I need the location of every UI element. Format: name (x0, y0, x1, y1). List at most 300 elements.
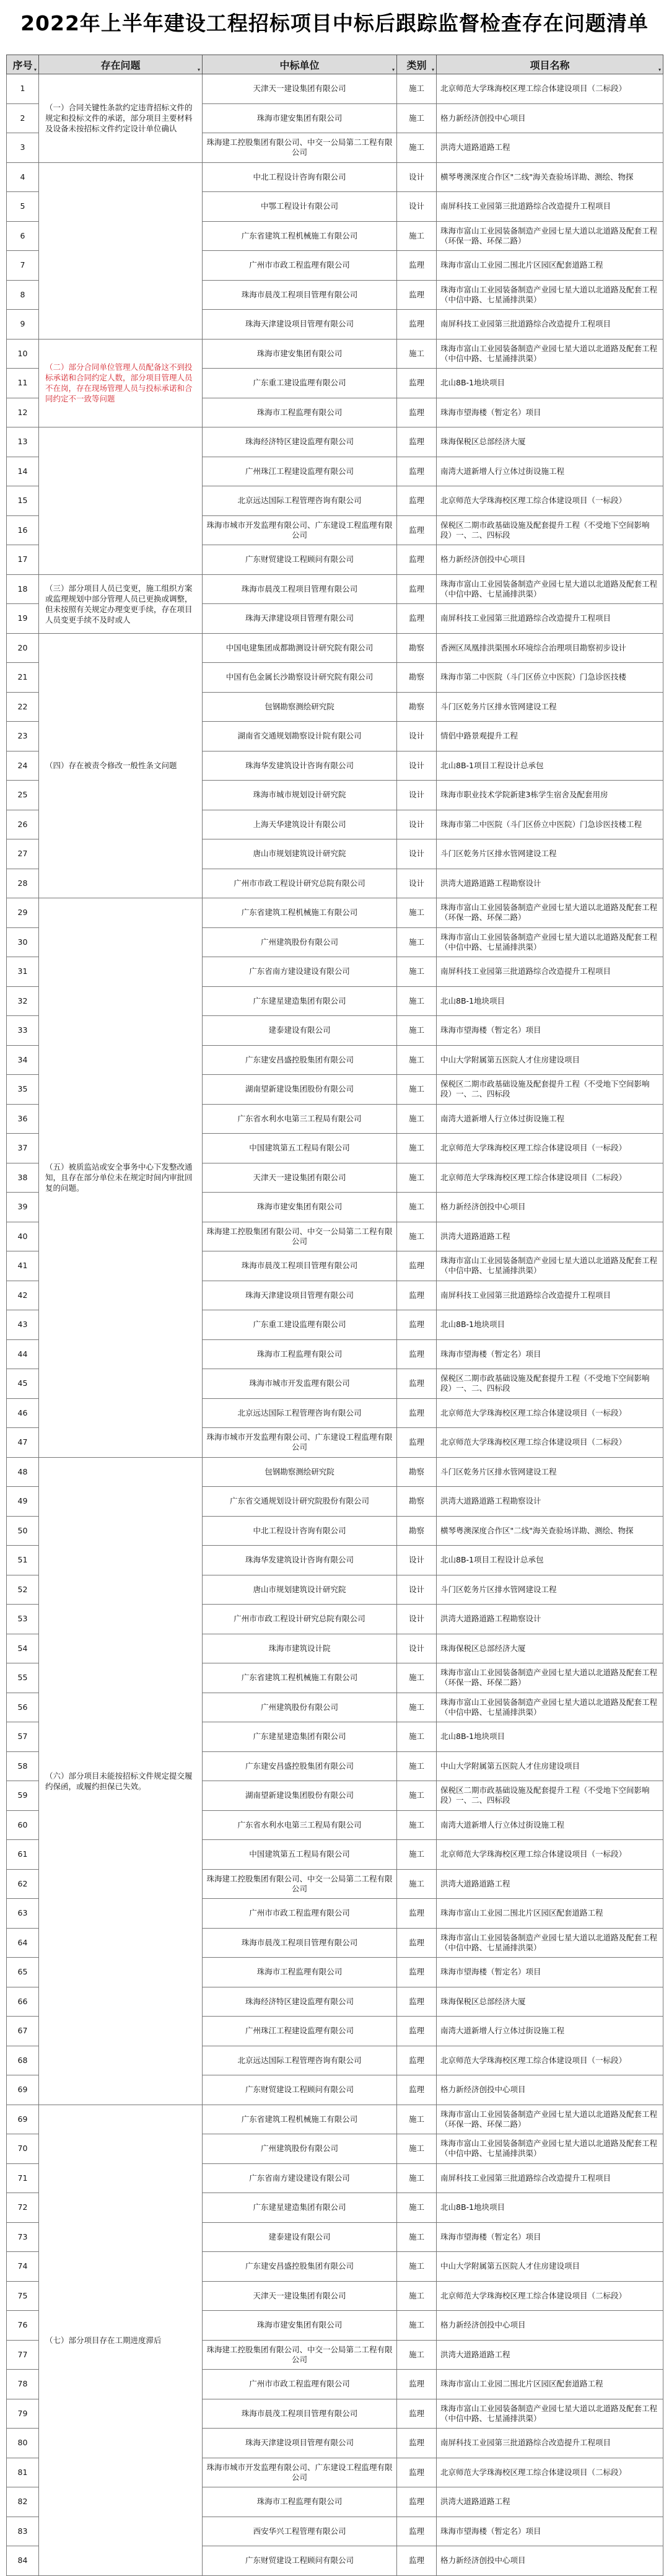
row-number-cell: 28 (7, 869, 39, 898)
winning-unit-cell: 天津天一建设集团有限公司 (203, 1163, 397, 1193)
row-number-cell: 65 (7, 1958, 39, 1987)
row-number-cell: 71 (7, 2163, 39, 2193)
category-cell: 施工 (397, 1134, 437, 1163)
table-row (7, 339, 663, 369)
project-name-cell: 珠海市望海楼（暂定名）项目 (437, 398, 663, 427)
project-name-cell: 南屏科技工业园第三批道路综合改造提升工程项目 (437, 604, 663, 634)
row-number-cell: 14 (7, 457, 39, 486)
project-name-cell: 北山8B-1项目工程设计总承包 (437, 1546, 663, 1575)
row-number-cell: 25 (7, 781, 39, 810)
winning-unit-cell: 珠海天津建设项目管理有限公司 (203, 310, 397, 340)
project-name-cell: 珠海市富山工业园装备制造产业园七星大道以北道路及配套工程（中信中路、七星涌排洪渠） (437, 927, 663, 957)
category-cell: 监理 (397, 1310, 437, 1340)
row-number-cell: 42 (7, 1281, 39, 1310)
category-cell: 设计 (397, 1634, 437, 1663)
project-name-cell: 南湾大道新增人行立体过街设施工程 (437, 1104, 663, 1134)
category-cell: 监理 (397, 1958, 437, 1987)
project-name-cell: 情侣中路景观提升工程 (437, 722, 663, 751)
project-name-cell: 珠海市富山工业园装备制造产业园七星大道以北道路及配套工程（中信中路、七星涌排洪渠） (437, 280, 663, 310)
project-name-cell: 格力新经济创投中心项目 (437, 2546, 663, 2576)
winning-unit-cell: 广东省交通规划设计研究院股份有限公司 (203, 1487, 397, 1517)
category-cell: 施工 (397, 1663, 437, 1693)
category-cell: 设计 (397, 192, 437, 222)
winning-unit-cell: 广东重工建设监理有限公司 (203, 1310, 397, 1340)
category-cell: 施工 (397, 2105, 437, 2134)
category-cell: 监理 (397, 398, 437, 427)
project-name-cell: 珠海市富山工业园装备制造产业园七星大道以北道路及配套工程（中信中路、七星涌排洪渠） (437, 2399, 663, 2429)
winning-unit-cell: 上海天华建筑设计有限公司 (203, 810, 397, 839)
row-number-cell: 68 (7, 2046, 39, 2075)
winning-unit-cell: 广东建安昌盛控股集团有限公司 (203, 1751, 397, 1781)
category-cell: 设计 (397, 839, 437, 869)
row-number-cell: 43 (7, 1310, 39, 1340)
winning-unit-cell: 广东建安昌盛控股集团有限公司 (203, 1045, 397, 1075)
category-cell: 施工 (397, 1075, 437, 1105)
row-number-cell: 3 (7, 133, 39, 163)
category-cell: 监理 (397, 2017, 437, 2046)
winning-unit-cell: 广州市市政工程监理有限公司 (203, 251, 397, 281)
project-name-cell: 北山8B-1地块项目 (437, 1722, 663, 1752)
category-cell: 设计 (397, 751, 437, 781)
project-name-cell: 横琴粤澳深度合作区"二线"海关查验场详勘、测绘、物探 (437, 1516, 663, 1546)
winning-unit-cell: 珠海市工程监理有限公司 (203, 1339, 397, 1369)
category-cell: 监理 (397, 280, 437, 310)
row-number-cell: 55 (7, 1663, 39, 1693)
project-name-cell: 珠海市富山工业园装备制造产业园七星大道以北道路及配套工程（中信中路、七星涌排洪渠） (437, 1928, 663, 1958)
winning-unit-cell: 珠海经济特区建设监理有限公司 (203, 427, 397, 457)
row-number-cell: 11 (7, 369, 39, 398)
project-name-cell: 保税区二期市政基础设施及配套提升工程（不受地下空间影响段）一、二、四标段 (437, 515, 663, 545)
table-row (7, 1457, 663, 1487)
row-number-cell: 16 (7, 515, 39, 545)
winning-unit-cell: 珠海市建安集团有限公司 (203, 2311, 397, 2341)
category-cell: 施工 (397, 2134, 437, 2164)
project-name-cell: 中山大学附属第五医院人才住房建设项目 (437, 2252, 663, 2282)
winning-unit-cell: 广东重工建设监理有限公司 (203, 369, 397, 398)
winning-unit-cell: 中国建筑第五工程局有限公司 (203, 1840, 397, 1870)
winning-unit-cell: 珠海建工控股集团有限公司、中交一公局第二工程有限公司 (203, 1222, 397, 1251)
winning-unit-cell: 北京远达国际工程管理咨询有限公司 (203, 486, 397, 516)
category-cell: 设计 (397, 1575, 437, 1605)
category-cell: 施工 (397, 1016, 437, 1046)
winning-unit-cell: 广东省南方建设建设有限公司 (203, 2163, 397, 2193)
category-cell: 设计 (397, 781, 437, 810)
header-project[interactable]: 项目名称 ▾ (437, 55, 663, 74)
category-cell: 施工 (397, 898, 437, 928)
category-cell: 施工 (397, 1045, 437, 1075)
table-row (7, 162, 663, 192)
filter-dropdown-icon[interactable]: ▾ (391, 67, 395, 72)
category-cell: 设计 (397, 810, 437, 839)
category-cell: 施工 (397, 2222, 437, 2252)
row-number-cell: 76 (7, 2311, 39, 2341)
project-name-cell: 斗门区乾务片区排水管网建设工程 (437, 839, 663, 869)
category-cell: 施工 (397, 339, 437, 369)
category-cell: 监理 (397, 2487, 437, 2517)
winning-unit-cell: 中国有色金属长沙勘察设计研究院有限公司 (203, 663, 397, 693)
row-number-cell: 80 (7, 2429, 39, 2458)
row-number-cell: 56 (7, 1693, 39, 1722)
category-cell: 监理 (397, 2046, 437, 2075)
row-number-cell: 64 (7, 1928, 39, 1958)
category-cell: 勘察 (397, 1516, 437, 1546)
row-number-cell: 47 (7, 1428, 39, 1458)
winning-unit-cell: 天津天一建设集团有限公司 (203, 74, 397, 104)
project-name-cell: 横琴粤澳深度合作区"二线"海关查验场详勘、测绘、物探 (437, 162, 663, 192)
row-number-cell: 59 (7, 1781, 39, 1811)
row-number-cell: 62 (7, 1869, 39, 1899)
project-name-cell: 保税区二期市政基础设施及配套提升工程（不受地下空间影响段）一、二、四标段 (437, 1369, 663, 1399)
row-number-cell: 73 (7, 2222, 39, 2252)
project-name-cell: 中山大学附属第五医院人才住房建设项目 (437, 1751, 663, 1781)
winning-unit-cell: 北京远达国际工程管理咨询有限公司 (203, 1398, 397, 1428)
table-row (7, 898, 663, 928)
winning-unit-cell: 广东省建筑工程机械施工有限公司 (203, 1663, 397, 1693)
project-name-cell: 香洲区凤凰排洪渠围水环境综合治理项目勘察初步设计 (437, 633, 663, 663)
project-name-cell: 北京师范大学珠海校区理工综合体建设项目（二标段） (437, 1428, 663, 1458)
category-cell: 施工 (397, 1222, 437, 1251)
winning-unit-cell: 湖南望新建设集团股份有限公司 (203, 1075, 397, 1105)
project-name-cell: 北京师范大学珠海校区理工综合体建设项目（二标段） (437, 2458, 663, 2487)
category-cell: 监理 (397, 1928, 437, 1958)
category-cell: 施工 (397, 927, 437, 957)
winning-unit-cell: 广东财贸建设工程顾问有限公司 (203, 545, 397, 575)
project-name-cell: 珠海保税区总部经济大厦 (437, 1634, 663, 1663)
category-cell: 施工 (397, 1722, 437, 1752)
winning-unit-cell: 包钢勘察测绘研究院 (203, 692, 397, 722)
project-name-cell: 珠海保税区总部经济大厦 (437, 427, 663, 457)
category-cell: 施工 (397, 957, 437, 987)
row-number-cell: 1 (7, 74, 39, 104)
project-name-cell: 珠海市望海楼（暂定名）项目 (437, 2222, 663, 2252)
row-number-cell: 33 (7, 1016, 39, 1046)
row-number-cell: 45 (7, 1369, 39, 1399)
project-name-cell: 北山8B-1地块项目 (437, 369, 663, 398)
winning-unit-cell: 广东建安昌盛控股集团有限公司 (203, 2252, 397, 2282)
header-issue[interactable]: 存在问题 ▾ (39, 55, 203, 74)
project-name-cell: 洪湾大道路道路工程勘察设计 (437, 869, 663, 898)
category-cell: 监理 (397, 1987, 437, 2017)
row-number-cell: 66 (7, 1987, 39, 2017)
row-number-cell: 74 (7, 2252, 39, 2282)
project-name-cell: 南湾大道新增人行立体过街设施工程 (437, 1810, 663, 1840)
row-number-cell: 34 (7, 1045, 39, 1075)
category-cell: 施工 (397, 1751, 437, 1781)
row-number-cell: 18 (7, 574, 39, 604)
filter-dropdown-icon[interactable]: ▾ (33, 67, 37, 72)
category-cell: 施工 (397, 986, 437, 1016)
winning-unit-cell: 珠海市晨茂工程项目管理有限公司 (203, 2399, 397, 2429)
category-cell: 施工 (397, 1869, 437, 1899)
winning-unit-cell: 广州市市政工程设计研究总院有限公司 (203, 869, 397, 898)
project-name-cell: 北山8B-1地块项目 (437, 986, 663, 1016)
header-category[interactable]: 类别 ▾ (397, 55, 437, 74)
category-cell: 施工 (397, 221, 437, 251)
winning-unit-cell: 珠海市城市开发监理有限公司 (203, 1369, 397, 1399)
row-number-cell: 2 (7, 103, 39, 133)
winning-unit-cell: 广东省水利水电第三工程局有限公司 (203, 1810, 397, 1840)
row-number-cell: 61 (7, 1840, 39, 1870)
winning-unit-cell: 广州建筑股份有限公司 (203, 927, 397, 957)
winning-unit-cell: 广州珠江工程建设监理有限公司 (203, 2017, 397, 2046)
row-number-cell: 70 (7, 2134, 39, 2164)
winning-unit-cell: 中鄂工程设计有限公司 (203, 192, 397, 222)
row-number-cell: 40 (7, 1222, 39, 1251)
category-cell: 监理 (397, 604, 437, 634)
project-name-cell: 洪湾大道路道路工程 (437, 1222, 663, 1251)
winning-unit-cell: 珠海市工程监理有限公司 (203, 1958, 397, 1987)
winning-unit-cell: 珠海建工控股集团有限公司、中交一公局第二工程有限公司 (203, 133, 397, 163)
winning-unit-cell: 广东建星建造集团有限公司 (203, 986, 397, 1016)
row-number-cell: 67 (7, 2017, 39, 2046)
row-number-cell: 5 (7, 192, 39, 222)
winning-unit-cell: 珠海市晨茂工程项目管理有限公司 (203, 574, 397, 604)
project-name-cell: 南屏科技工业园第三批道路综合改造提升工程项目 (437, 1281, 663, 1310)
project-name-cell: 南屏科技工业园第三批道路综合改造提升工程项目 (437, 2429, 663, 2458)
winning-unit-cell: 广州市市政工程监理有限公司 (203, 2370, 397, 2399)
issues-table (6, 55, 663, 2576)
row-number-cell: 78 (7, 2370, 39, 2399)
row-number-cell: 69 (7, 2075, 39, 2105)
category-cell: 施工 (397, 74, 437, 104)
winning-unit-cell: 唐山市规划建筑设计研究院 (203, 839, 397, 869)
row-number-cell: 48 (7, 1457, 39, 1487)
project-name-cell: 珠海市第二中医院（斗门区侨立中医院）门急诊医技楼工程 (437, 810, 663, 839)
project-name-cell: 珠海市富山工业园装备制造产业园七星大道以北道路及配套工程（中信中路、七星涌排洪渠） (437, 2134, 663, 2164)
category-cell: 施工 (397, 103, 437, 133)
row-number-cell: 23 (7, 722, 39, 751)
project-name-cell: 珠海保税区总部经济大厦 (437, 1987, 663, 2017)
winning-unit-cell: 中国电建集团成都勘测设计研究院有限公司 (203, 633, 397, 663)
category-cell: 施工 (397, 2311, 437, 2341)
project-name-cell: 北京师范大学珠海校区理工综合体建设项目（一标段） (437, 486, 663, 516)
winning-unit-cell: 珠海市建安集团有限公司 (203, 339, 397, 369)
project-name-cell: 珠海市望海楼（暂定名）项目 (437, 1339, 663, 1369)
issue-description-cell (39, 162, 203, 339)
project-name-cell: 珠海市富山工业园二围北片区园区配套道路工程 (437, 2370, 663, 2399)
table-row (7, 633, 663, 663)
issue-description-cell: （五）被质监站或安全事务中心下发整改通知，且存在部分单位未在规定时间内审批回复的问题。 (39, 898, 203, 1458)
project-name-cell: 保税区二期市政基础设施及配套提升工程（不受地下空间影响段）一、二、四标段 (437, 1781, 663, 1811)
row-number-cell: 9 (7, 310, 39, 340)
project-name-cell: 珠海市富山工业园装备制造产业园七星大道以北道路及配套工程（中信中路、七星涌排洪渠） (437, 339, 663, 369)
filter-dropdown-icon[interactable]: ▾ (197, 67, 200, 72)
winning-unit-cell: 湖南省交通规划勘察设计院有限公司 (203, 722, 397, 751)
winning-unit-cell: 珠海市城市开发监理有限公司、广东建设工程监理有限公司 (203, 1428, 397, 1458)
project-name-cell: 珠海市富山工业园装备制造产业园七星大道以北道路及配套工程（环保一路、环保二路） (437, 221, 663, 251)
project-name-cell: 洪湾大道路道路工程 (437, 2340, 663, 2370)
header-unit[interactable]: 中标单位 ▾ (203, 55, 397, 74)
winning-unit-cell: 珠海市工程监理有限公司 (203, 398, 397, 427)
winning-unit-cell: 珠海市晨茂工程项目管理有限公司 (203, 1928, 397, 1958)
project-name-cell: 珠海市富山工业园二围北片区园区配套道路工程 (437, 1899, 663, 1929)
row-number-cell: 82 (7, 2487, 39, 2517)
row-number-cell: 83 (7, 2517, 39, 2546)
project-name-cell: 北京师范大学珠海校区理工综合体建设项目（一标段） (437, 1398, 663, 1428)
project-name-cell: 斗门区乾务片区排水管网建设工程 (437, 692, 663, 722)
project-name-cell: 珠海市第二中医院（斗门区侨立中医院）门急诊医技楼 (437, 663, 663, 693)
category-cell: 施工 (397, 2193, 437, 2223)
winning-unit-cell: 广东财贸建设工程顾问有限公司 (203, 2546, 397, 2576)
category-cell: 设计 (397, 869, 437, 898)
category-cell: 施工 (397, 2163, 437, 2193)
row-number-cell: 13 (7, 427, 39, 457)
project-name-cell: 北京师范大学珠海校区理工综合体建设项目（一标段） (437, 2046, 663, 2075)
project-name-cell: 珠海市富山工业园装备制造产业园七星大道以北道路及配套工程（中信中路、七星涌排洪渠） (437, 574, 663, 604)
project-name-cell: 格力新经济创投中心项目 (437, 1193, 663, 1222)
category-cell: 监理 (397, 2458, 437, 2487)
issue-description-cell: （一）合同关键性条款约定违背招标文件的规定和投标文件的承诺，部分项目主要材料及设备未按招标文件约定设计单位确认 (39, 74, 203, 163)
winning-unit-cell: 珠海建工控股集团有限公司、中交一公局第二工程有限公司 (203, 1869, 397, 1899)
row-number-cell: 38 (7, 1163, 39, 1193)
category-cell: 监理 (397, 2399, 437, 2429)
category-cell: 监理 (397, 1899, 437, 1929)
row-number-cell: 41 (7, 1251, 39, 1281)
project-name-cell: 珠海市富山工业园装备制造产业园七星大道以北道路及配套工程（环保一路、环保二路） (437, 1663, 663, 1693)
project-name-cell: 洪湾大道路道路工程 (437, 2487, 663, 2517)
project-name-cell: 格力新经济创投中心项目 (437, 2075, 663, 2105)
winning-unit-cell: 中国建筑第五工程局有限公司 (203, 1134, 397, 1163)
winning-unit-cell: 广东省南方建设建设有限公司 (203, 957, 397, 987)
winning-unit-cell: 广州建筑股份有限公司 (203, 1693, 397, 1722)
project-name-cell: 珠海市望海楼（暂定名）项目 (437, 2517, 663, 2546)
winning-unit-cell: 包钢勘察测绘研究院 (203, 1457, 397, 1487)
winning-unit-cell: 珠海市建安集团有限公司 (203, 1193, 397, 1222)
row-number-cell: 52 (7, 1575, 39, 1605)
winning-unit-cell: 广东省水利水电第三工程局有限公司 (203, 1104, 397, 1134)
winning-unit-cell: 唐山市规划建筑设计研究院 (203, 1575, 397, 1605)
project-name-cell: 珠海市职业技术学院新建3栋学生宿舍及配套用房 (437, 781, 663, 810)
winning-unit-cell: 中北工程设计咨询有限公司 (203, 1516, 397, 1546)
row-number-cell: 60 (7, 1810, 39, 1840)
winning-unit-cell: 珠海市晨茂工程项目管理有限公司 (203, 280, 397, 310)
header-no[interactable]: 序号 ▾ (7, 55, 39, 74)
winning-unit-cell: 珠海华发建筑设计咨询有限公司 (203, 1546, 397, 1575)
winning-unit-cell: 珠海华发建筑设计咨询有限公司 (203, 751, 397, 781)
category-cell: 监理 (397, 427, 437, 457)
winning-unit-cell: 广东建星建造集团有限公司 (203, 2193, 397, 2223)
row-number-cell: 12 (7, 398, 39, 427)
table-body (7, 74, 663, 2576)
winning-unit-cell: 广东建星建造集团有限公司 (203, 1722, 397, 1752)
winning-unit-cell: 珠海市城市开发监理有限公司、广东建设工程监理有限公司 (203, 2458, 397, 2487)
project-name-cell: 北京师范大学珠海校区理工综合体建设项目（一标段） (437, 1134, 663, 1163)
row-number-cell: 21 (7, 663, 39, 693)
table-row (7, 2105, 663, 2134)
winning-unit-cell: 珠海市城市开发监理有限公司、广东建设工程监理有限公司 (203, 515, 397, 545)
project-name-cell: 格力新经济创投中心项目 (437, 545, 663, 575)
winning-unit-cell: 广州市市政工程设计研究总院有限公司 (203, 1605, 397, 1634)
category-cell: 监理 (397, 2075, 437, 2105)
winning-unit-cell: 珠海天津建设项目管理有限公司 (203, 1281, 397, 1310)
project-name-cell: 洪湾大道路道路工程 (437, 1869, 663, 1899)
issue-description-cell (39, 427, 203, 575)
issue-description-cell: （二）部分合同单位管理人员配备这不到投标承诺和合同约定人数，部分项目管理人员不在岗，存在现场管理人员与投标承诺和合同约定不一致等问题 (39, 339, 203, 427)
category-cell: 监理 (397, 1428, 437, 1458)
category-cell: 勘察 (397, 1457, 437, 1487)
category-cell: 监理 (397, 545, 437, 575)
project-name-cell: 南屏科技工业园第三批道路综合改造提升工程项目 (437, 2163, 663, 2193)
table-row (7, 427, 663, 457)
table-row (7, 574, 663, 604)
category-cell: 监理 (397, 310, 437, 340)
category-cell: 勘察 (397, 663, 437, 693)
winning-unit-cell: 湖南望新建设集团股份有限公司 (203, 1781, 397, 1811)
row-number-cell: 8 (7, 280, 39, 310)
row-number-cell: 15 (7, 486, 39, 516)
row-number-cell: 30 (7, 927, 39, 957)
row-number-cell: 6 (7, 221, 39, 251)
winning-unit-cell: 建泰建设有限公司 (203, 2222, 397, 2252)
row-number-cell: 53 (7, 1605, 39, 1634)
category-cell: 监理 (397, 251, 437, 281)
row-number-cell: 29 (7, 898, 39, 928)
project-name-cell: 北京师范大学珠海校区理工综合体建设项目（二标段） (437, 74, 663, 104)
project-name-cell: 保税区二期市政基础设施及配套提升工程（不受地下空间影响段）一、二、四标段 (437, 1075, 663, 1105)
project-name-cell: 珠海市富山工业园装备制造产业园七星大道以北道路及配套工程（环保一路、环保二路） (437, 898, 663, 928)
issue-description-cell: （七）部分项目存在工期进度滞后 (39, 2105, 203, 2575)
project-name-cell: 珠海市富山工业园装备制造产业园七星大道以北道路及配套工程（中信中路、七星涌排洪渠） (437, 1251, 663, 1281)
category-cell: 监理 (397, 1339, 437, 1369)
category-cell: 勘察 (397, 1487, 437, 1517)
winning-unit-cell: 广东财贸建设工程顾问有限公司 (203, 2075, 397, 2105)
category-cell: 勘察 (397, 633, 437, 663)
project-name-cell: 珠海市望海楼（暂定名）项目 (437, 1016, 663, 1046)
row-number-cell: 22 (7, 692, 39, 722)
row-number-cell: 49 (7, 1487, 39, 1517)
winning-unit-cell: 广东省建筑工程机械施工有限公司 (203, 2105, 397, 2134)
row-number-cell: 27 (7, 839, 39, 869)
project-name-cell: 北京师范大学珠海校区理工综合体建设项目（二标段） (437, 2281, 663, 2311)
row-number-cell: 32 (7, 986, 39, 1016)
winning-unit-cell: 珠海市建筑设计院 (203, 1634, 397, 1663)
category-cell: 监理 (397, 2517, 437, 2546)
project-name-cell: 南湾大道新增人行立体过街设施工程 (437, 457, 663, 486)
category-cell: 监理 (397, 574, 437, 604)
category-cell: 监理 (397, 369, 437, 398)
row-number-cell: 19 (7, 604, 39, 634)
row-number-cell: 4 (7, 162, 39, 192)
filter-dropdown-icon[interactable]: ▾ (658, 67, 661, 72)
row-number-cell: 24 (7, 751, 39, 781)
row-number-cell: 44 (7, 1339, 39, 1369)
row-number-cell: 54 (7, 1634, 39, 1663)
row-number-cell: 31 (7, 957, 39, 987)
category-cell: 施工 (397, 2281, 437, 2311)
winning-unit-cell: 珠海经济特区建设监理有限公司 (203, 1987, 397, 2017)
project-name-cell: 洪湾大道路道路工程 (437, 133, 663, 163)
category-cell: 监理 (397, 457, 437, 486)
category-cell: 监理 (397, 1251, 437, 1281)
winning-unit-cell: 珠海市工程监理有限公司 (203, 2487, 397, 2517)
row-number-cell: 37 (7, 1134, 39, 1163)
winning-unit-cell: 天津天一建设集团有限公司 (203, 2281, 397, 2311)
project-name-cell: 中山大学附属第五医院人才住房建设项目 (437, 1045, 663, 1075)
category-cell: 勘察 (397, 692, 437, 722)
project-name-cell: 南屏科技工业园第三批道路综合改造提升工程项目 (437, 310, 663, 340)
project-name-cell: 北山8B-1项目工程设计总承包 (437, 751, 663, 781)
winning-unit-cell: 珠海市城市规划设计研究院 (203, 781, 397, 810)
project-name-cell: 斗门区乾务片区排水管网建设工程 (437, 1575, 663, 1605)
category-cell: 监理 (397, 2546, 437, 2576)
filter-dropdown-icon[interactable]: ▾ (431, 67, 434, 72)
winning-unit-cell: 珠海天津建设项目管理有限公司 (203, 604, 397, 634)
category-cell: 监理 (397, 515, 437, 545)
table-row (7, 74, 663, 104)
category-cell: 施工 (397, 1781, 437, 1811)
project-name-cell: 格力新经济创投中心项目 (437, 103, 663, 133)
project-name-cell: 北京师范大学珠海校区理工综合体建设项目（二标段） (437, 1163, 663, 1193)
